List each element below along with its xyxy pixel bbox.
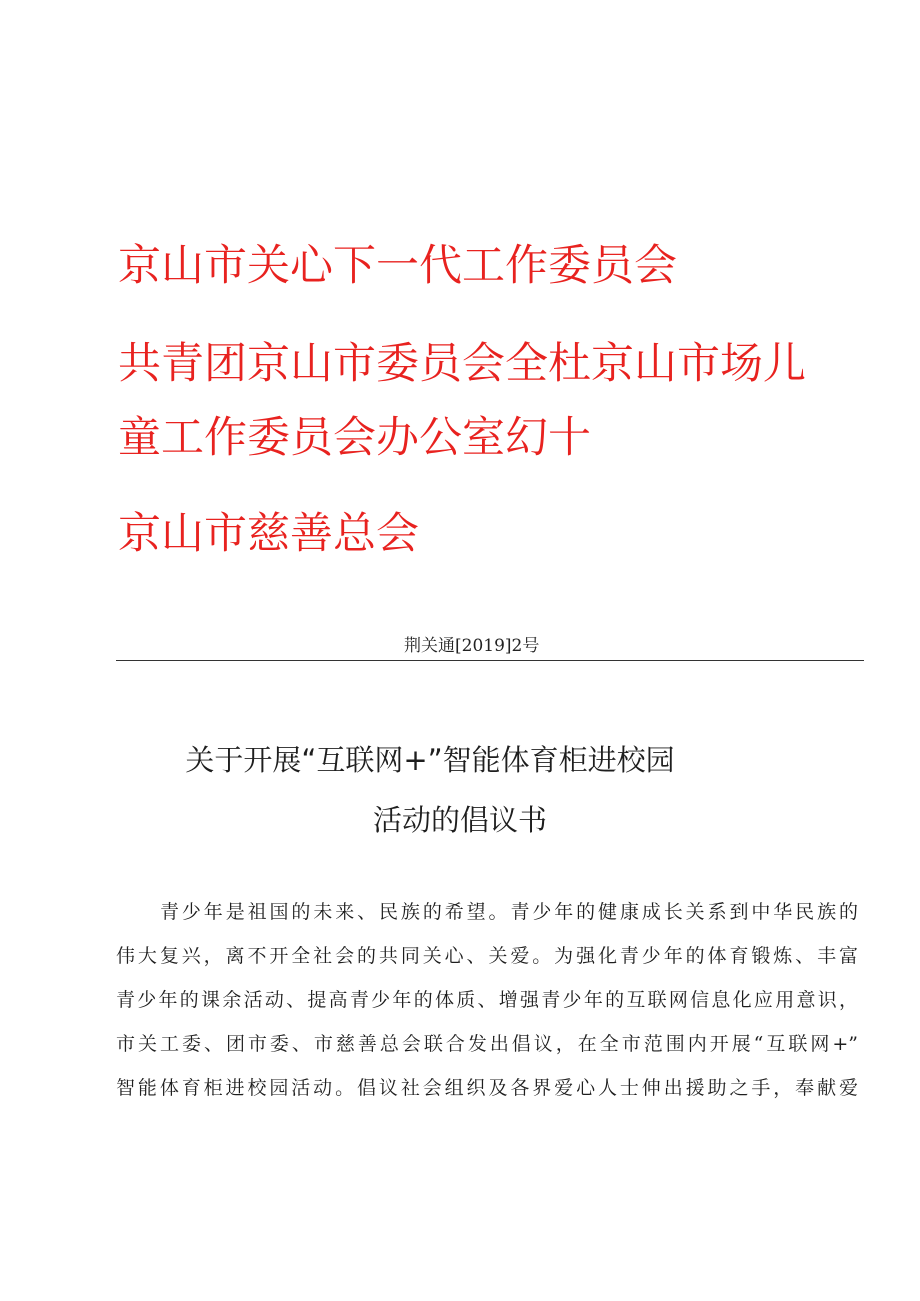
header-divider	[116, 660, 864, 661]
document-title-line-2: 活动的倡议书	[372, 803, 547, 837]
body-line-4: 市关工委、团市委、市慈善总会联合发出倡议，在全市范围内开展“互联网+”	[116, 1033, 858, 1055]
body-line-3: 青少年的课余活动、提高青少年的体质、增强青少年的互联网信息化应用意识，	[116, 989, 858, 1011]
org-name-2: 共青团京山市委员会全杜京山市场儿	[118, 339, 806, 389]
body-line-2: 伟大复兴，离不开全社会的共同关心、关爱。为强化青少年的体育锻炼、丰富	[116, 945, 858, 967]
body-line-5: 智能体育柜进校园活动。倡议社会组织及各界爱心人士伸出援助之手，奉献爱	[116, 1077, 858, 1099]
org-name-4: 京山市慈善总会	[118, 509, 419, 559]
document-title-line-1: 关于开展“互联网+”智能体育柜进校园	[185, 743, 675, 777]
org-name-3: 童工作委员会办公室幻十	[118, 413, 591, 463]
document-number: 荆关通[2019]2号	[404, 636, 540, 656]
org-name-1: 京山市关心下一代工作委员会	[118, 241, 677, 291]
body-line-1: 青少年是祖国的未来、民族的希望。青少年的健康成长关系到中华民族的	[160, 901, 858, 923]
document-body	[116, 890, 858, 1110]
